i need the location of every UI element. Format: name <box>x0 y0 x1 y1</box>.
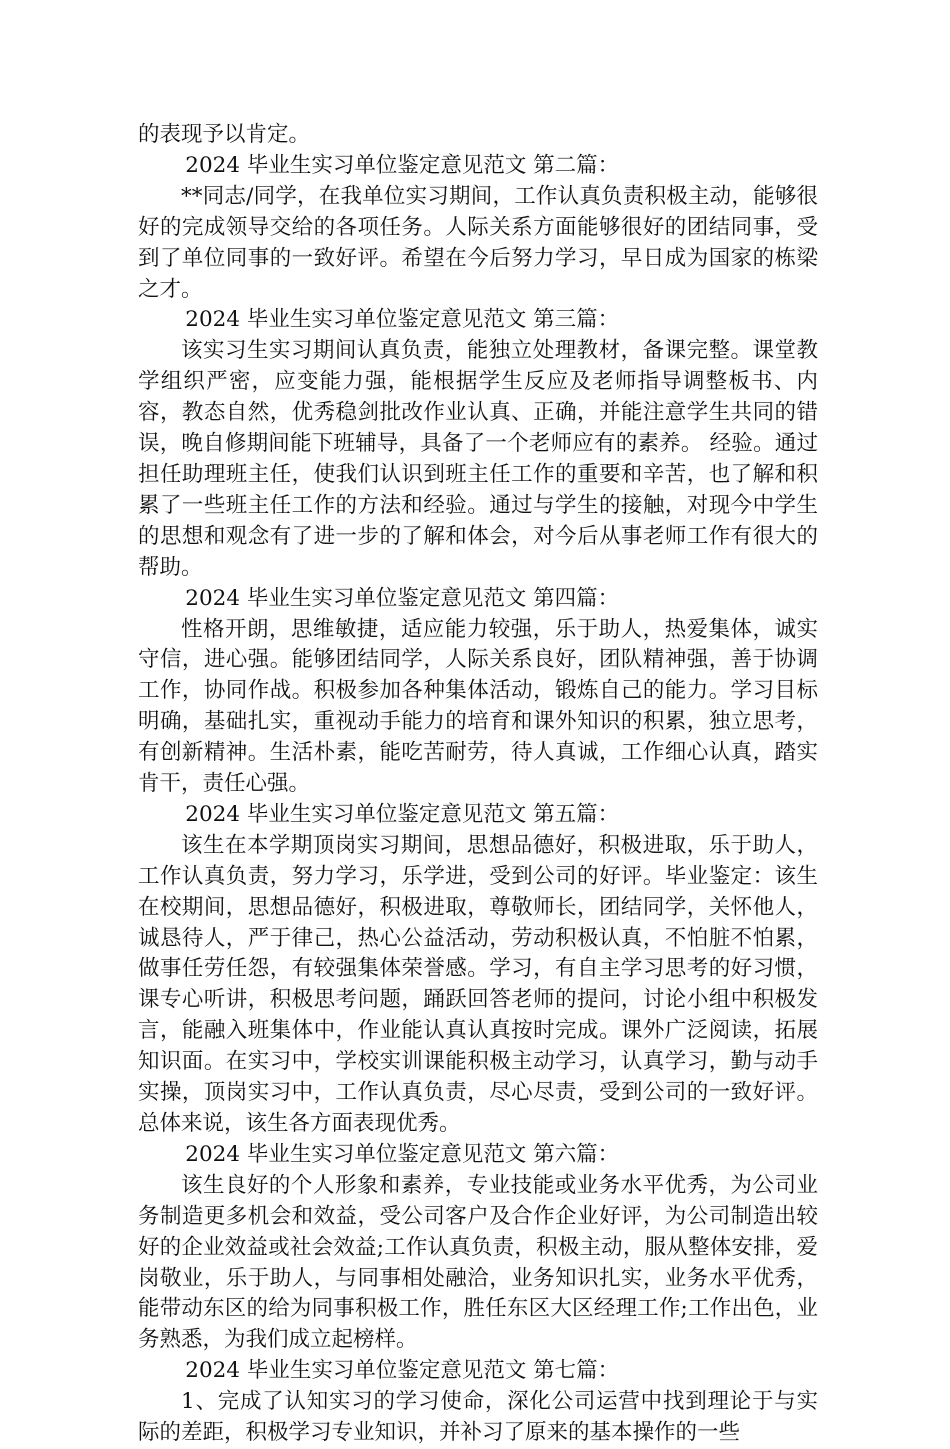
section-body-3: 该实习生实习期间认真负责，能独立处理教材，备课完整。课堂教学组织严密，应变能力强，能根据学生反应及老师指导调整板书、内容，教态自然，优秀稳剑批改作业认真、正确，并能注意学生共同的错误，晚自修期间能下班辅导，具备了一个老师应有的素养。 经验。通过担任助理班主任，使我们认识到班主任工作的重要和辛苦，也了解和积累了一些班主任工作的方法和经验。通过与学生的接触，对现今中学生的思想和观念有了进一步的了解和体会，对今后从事老师工作有很大的帮助。 <box>138 338 818 580</box>
section-body-5: 该生在本学期顶岗实习期间，思想品德好，积极进取，乐于助人，工作认真负责，努力学习，乐学进，受到公司的好评。毕业鉴定：该生在校期间，思想品德好，积极进取，尊敬师长，团结同学，关怀他人，诚恳待人，严于律己，热心公益活动，劳动积极认真，不怕脏不怕累，做事任劳任怨，有较强集体荣誉感。学习，有自主学习思考的好习惯，课专心听讲，积极思考问题，踊跃回答老师的提问，讨论小组中积极发言，能融入班集体中，作业能认真认真按时完成。课外广泛阅读，拓展知识面。在实习中，学校实训课能积极主动学习，认真学习，勤与动手实操，顶岗实习中，工作认真负责，尽心尽责，受到公司的一致好评。总体来说，该生各方面表现优秀。 <box>138 832 818 1136</box>
document-page <box>138 120 818 1449</box>
paragraph-continuation: 的表现予以肯定。 <box>138 122 311 147</box>
section-body-6: 该生良好的个人形象和素养，专业技能或业务水平优秀，为公司业务制造更多机会和效益，受公司客户及合作企业好评，为公司制造出较好的企业效益或社会效益;工作认真负责，积极主动，服从整体安排，爱岗敬业，乐于助人，与同事相处融洽，业务知识扎实，业务水平优秀，能带动东区的给为同事积极工作，胜任东区大区经理工作;工作出色，业务熟悉，为我们成立起榜样。 <box>138 1172 818 1353</box>
section-heading-3: 2024 毕业生实习单位鉴定意见范文 第三篇： <box>185 307 620 333</box>
section-heading-4: 2024 毕业生实习单位鉴定意见范文 第四篇： <box>185 585 620 611</box>
section-heading-7: 2024 毕业生实习单位鉴定意见范文 第七篇： <box>185 1358 620 1384</box>
section-heading-6: 2024 毕业生实习单位鉴定意见范文 第六篇： <box>185 1141 620 1167</box>
section-body-4: 性格开朗，思维敏捷，适应能力较强，乐于助人，热爱集体，诚实守信，进心强。能够团结同学，人际关系良好，团队精神强，善于协调工作，协同作战。积极参加各种集体活动，锻炼自己的能力。学习目标明确，基础扎实，重视动手能力的培育和课外知识的积累，独立思考，有创新精神。生活朴素，能吃苦耐劳，待人真诚，工作细心认真，踏实肯干，责任心强。 <box>138 616 818 797</box>
section-body-2: **同志/同学，在我单位实习期间，工作认真负责积极主动，能够很好的完成领导交给的各项任务。人际关系方面能够很好的团结同事，受到了单位同事的一致好评。希望在今后努力学习，早日成为国家的栋梁之才。 <box>138 183 818 302</box>
section-heading-5: 2024 毕业生实习单位鉴定意见范文 第五篇： <box>185 801 620 827</box>
section-heading-2: 2024 毕业生实习单位鉴定意见范文 第二篇： <box>185 152 620 178</box>
section-body-7: 1、完成了认知实习的学习使命，深化公司运营中找到理论于与实际的差距，积极学习专业知识，并补习了原来的基本操作的一些 <box>138 1389 818 1446</box>
